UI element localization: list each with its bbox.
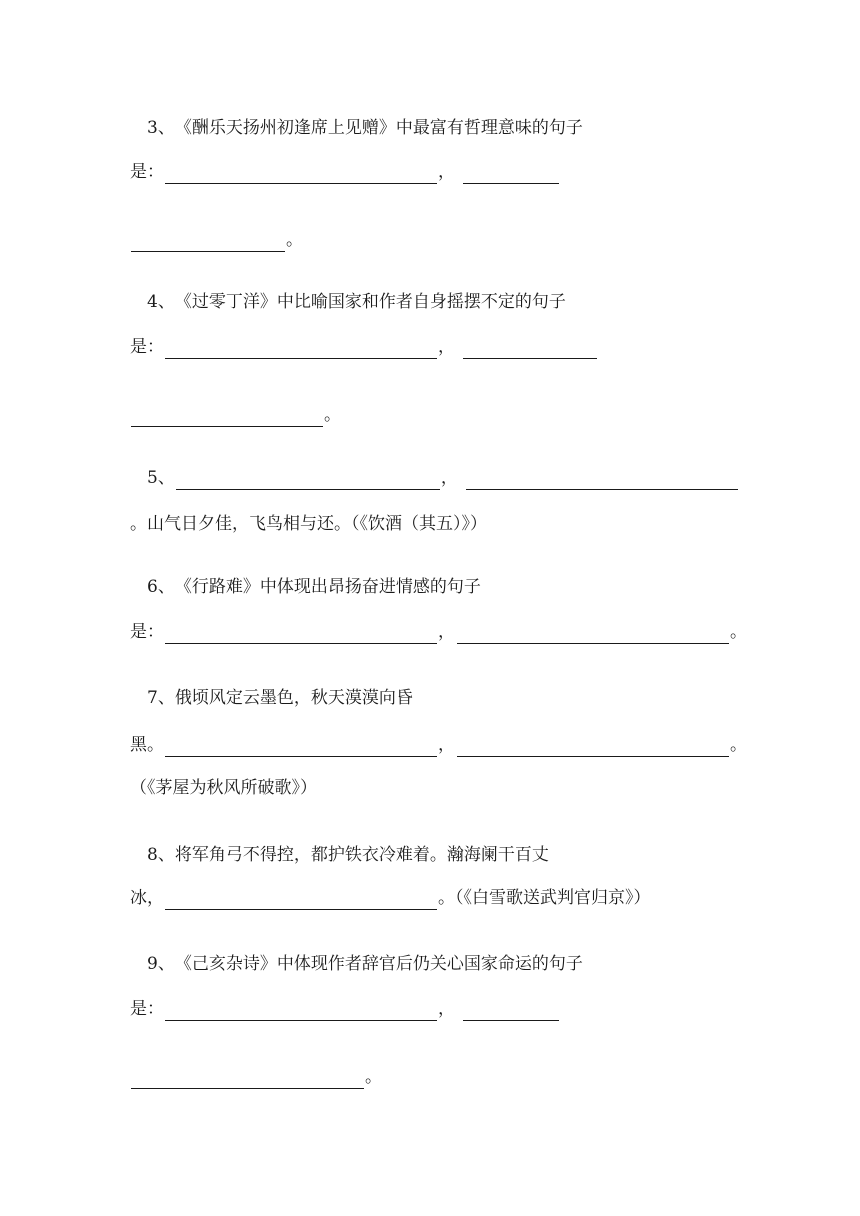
question-number: 7、: [147, 688, 175, 708]
question-5-answer-line: [147, 466, 739, 490]
question-6-answer-line: [130, 620, 747, 644]
question-number: 4、: [147, 292, 175, 312]
answer-blank[interactable]: [165, 738, 437, 757]
comma-separator: ，: [438, 337, 455, 357]
answer-blank[interactable]: [463, 340, 597, 359]
question-5-continuation-line: [130, 512, 487, 536]
question-number: 3、: [147, 118, 175, 138]
question-8-prompt-line: [147, 843, 549, 867]
answer-blank[interactable]: [457, 738, 729, 757]
comma-separator: ，: [438, 999, 455, 1019]
answer-lead: 是：: [130, 999, 164, 1019]
question-prompt: 《己亥杂诗》中体现作者辞官后仍关心国家命运的句子: [174, 954, 583, 974]
answer-blank[interactable]: [165, 340, 437, 359]
question-3-answer-line-2: [130, 228, 303, 252]
question-number: 8、: [147, 845, 175, 865]
answer-lead: 是：: [130, 622, 164, 642]
comma-separator: ，: [440, 468, 458, 488]
answer-lead: 是：: [130, 162, 164, 182]
period: 。: [324, 405, 341, 425]
question-4-answer-line-2: [130, 403, 341, 427]
answer-blank[interactable]: [165, 165, 437, 184]
question-prompt: 俄顷风定云墨色，秋天漠漠向昏: [174, 688, 413, 708]
answer-lead: 冰，: [130, 888, 164, 908]
answer-blank[interactable]: [463, 165, 559, 184]
question-3-answer-line-1: [130, 160, 560, 184]
question-number: 6、: [147, 577, 175, 597]
question-7-source-line: [130, 776, 317, 800]
question-4-prompt-line: [147, 290, 566, 314]
question-9-answer-line-1: [130, 997, 560, 1021]
poem-continuation: 。山气日夕佳，飞鸟相与还。（《饮酒（其五）》）: [130, 514, 487, 534]
answer-lead: 是：: [130, 337, 164, 357]
question-8-answer-line: [130, 886, 651, 910]
question-7-answer-line: [130, 733, 747, 757]
answer-blank[interactable]: [165, 891, 437, 910]
answer-blank[interactable]: [176, 471, 440, 490]
answer-blank[interactable]: [165, 1002, 437, 1021]
period: 。: [365, 1067, 382, 1087]
question-7-prompt-line: [147, 686, 413, 710]
poem-source: 。（《白雪歌送武判官归京》）: [438, 888, 651, 908]
comma-separator: ，: [438, 735, 455, 755]
answer-blank[interactable]: [457, 625, 729, 644]
period: 。: [286, 230, 303, 250]
answer-blank[interactable]: [131, 408, 323, 427]
comma-separator: ，: [438, 162, 455, 182]
question-prompt: 《行路难》中体现出昂扬奋进情感的句子: [174, 577, 481, 597]
period: 。: [730, 622, 747, 642]
answer-blank[interactable]: [463, 1002, 559, 1021]
question-prompt: 《过零丁洋》中比喻国家和作者自身摇摆不定的句子: [174, 292, 566, 312]
answer-lead: 黑。: [130, 735, 164, 755]
period: 。: [730, 735, 747, 755]
question-prompt: 《酬乐天扬州初逢席上见赠》中最富有哲理意味的句子: [174, 118, 583, 138]
question-prompt: 将军角弓不得控，都护铁衣冷难着。瀚海阑干百丈: [174, 845, 549, 865]
question-9-answer-line-2: [130, 1065, 382, 1089]
comma-separator: ，: [438, 622, 455, 642]
answer-blank[interactable]: [131, 1070, 364, 1089]
answer-blank[interactable]: [466, 471, 738, 490]
poem-source: （《茅屋为秋风所破歌》）: [130, 778, 317, 798]
question-number: 5、: [147, 468, 175, 488]
question-6-prompt-line: [147, 575, 481, 599]
answer-blank[interactable]: [165, 625, 437, 644]
question-3-prompt-line: [147, 116, 583, 140]
question-number: 9、: [147, 954, 175, 974]
answer-blank[interactable]: [131, 233, 285, 252]
question-4-answer-line-1: [130, 335, 598, 359]
question-9-prompt-line: [147, 952, 583, 976]
